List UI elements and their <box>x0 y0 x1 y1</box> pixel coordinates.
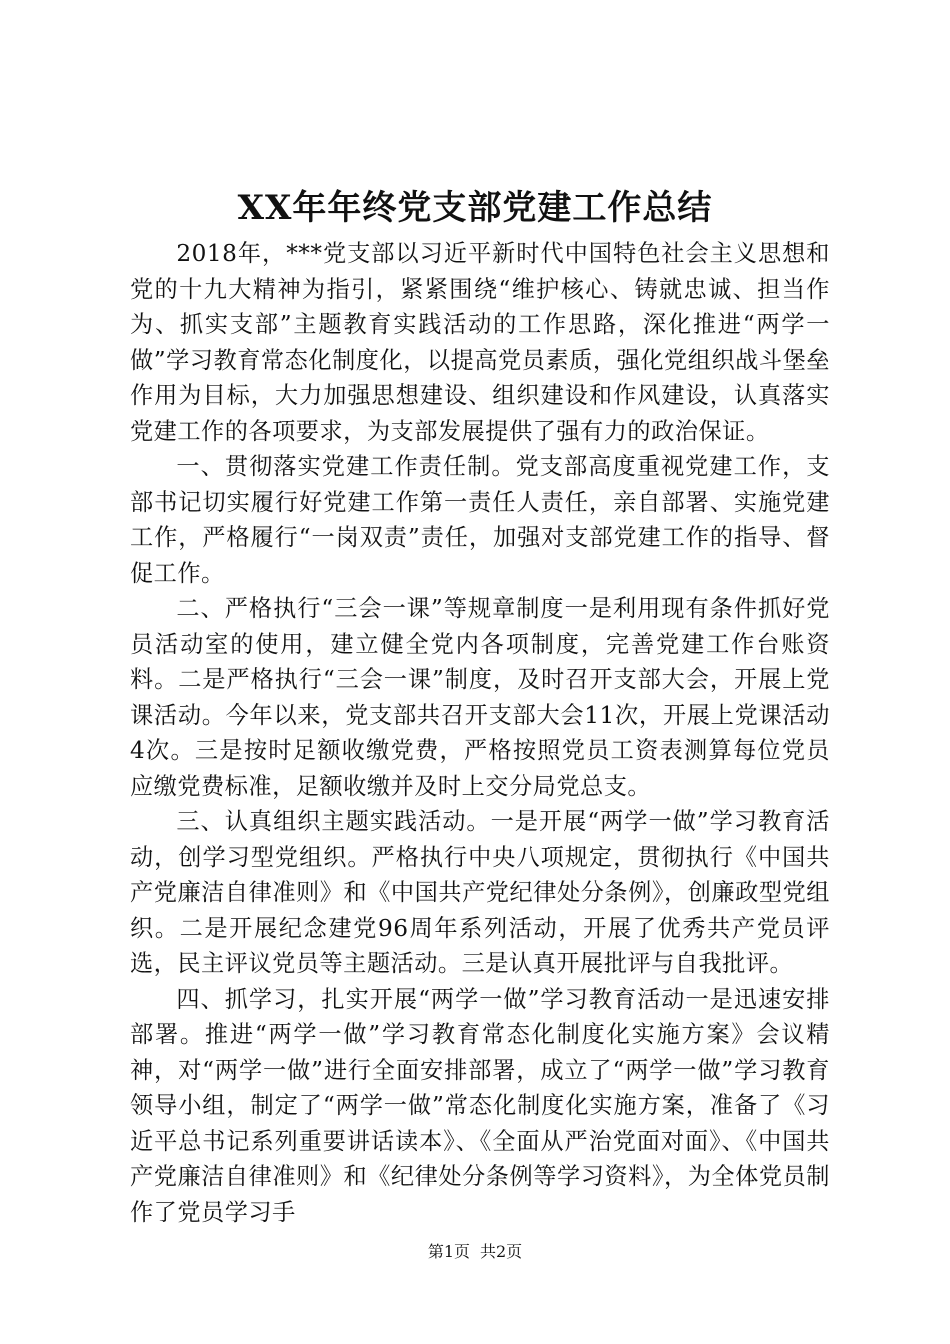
document-body <box>130 236 830 1230</box>
page-footer <box>0 1240 950 1264</box>
paragraph-section-4: 四、抓学习，扎实开展“两学一做”学习教育活动一是迅速安排部署。推进“两学一做”学习教育常态化制度化实施方案》会议精神，对“两学一做”进行全面安排部署，成立了“两学一做”学习教育领导小组，制定了“两学一做”常态化制度化实施方案，准备了《习近平总书记系列重要讲话读本》、《全面从严治党面对面》、《中国共产党廉洁自律准则》和《纪律处分条例等学习资料》，为全体党员制作了党员学习手 <box>130 985 830 1226</box>
paragraph-section-3: 三、认真组织主题实践活动。一是开展“两学一做”学习教育活动，创学习型党组织。严格执行中央八项规定，贯彻执行《中国共产党廉洁自律准则》和《中国共产党纪律处分条例》，创廉政型党组织。二是开展纪念建党96周年系列活动，开展了优秀共产党员评选，民主评议党员等主题活动。三是认真开展批评与自我批评。 <box>130 808 830 977</box>
page-number-current: 第1页 <box>427 1242 470 1261</box>
paragraph-intro: 2018年，***党支部以习近平新时代中国特色社会主义思想和党的十九大精神为指引，紧紧围绕“维护核心、铸就忠诚、担当作为、抓实支部”主题教育实践活动的工作思路，深化推进“两学一做”学习教育常态化制度化，以提高党员素质，强化党组织战斗堡垒作用为目标，大力加强思想建设、组织建设和作风建设，认真落实党建工作的各项要求，为支部发展提供了强有力的政治保证。 <box>130 240 830 445</box>
page-number-total: 共2页 <box>480 1242 523 1261</box>
paragraph-section-1: 一、贯彻落实党建工作责任制。党支部高度重视党建工作，支部书记切实履行好党建工作第一责任人责任，亲自部署、实施党建工作，严格履行“一岗双责”责任，加强对支部党建工作的指导、督促工作。 <box>130 453 830 587</box>
paragraph-section-2: 二、严格执行“三会一课”等规章制度一是利用现有条件抓好党员活动室的使用，建立健全党内各项制度，完善党建工作台账资料。二是严格执行“三会一课”制度，及时召开支部大会，开展上党课活动。今年以来，党支部共召开支部大会11次，开展上党课活动4次。三是按时足额收缴党费，严格按照党员工资表测算每位党员应缴党费标准，足额收缴并及时上交分局党总支。 <box>130 595 830 800</box>
document-title: XX年年终党支部党建工作总结 <box>237 188 713 228</box>
